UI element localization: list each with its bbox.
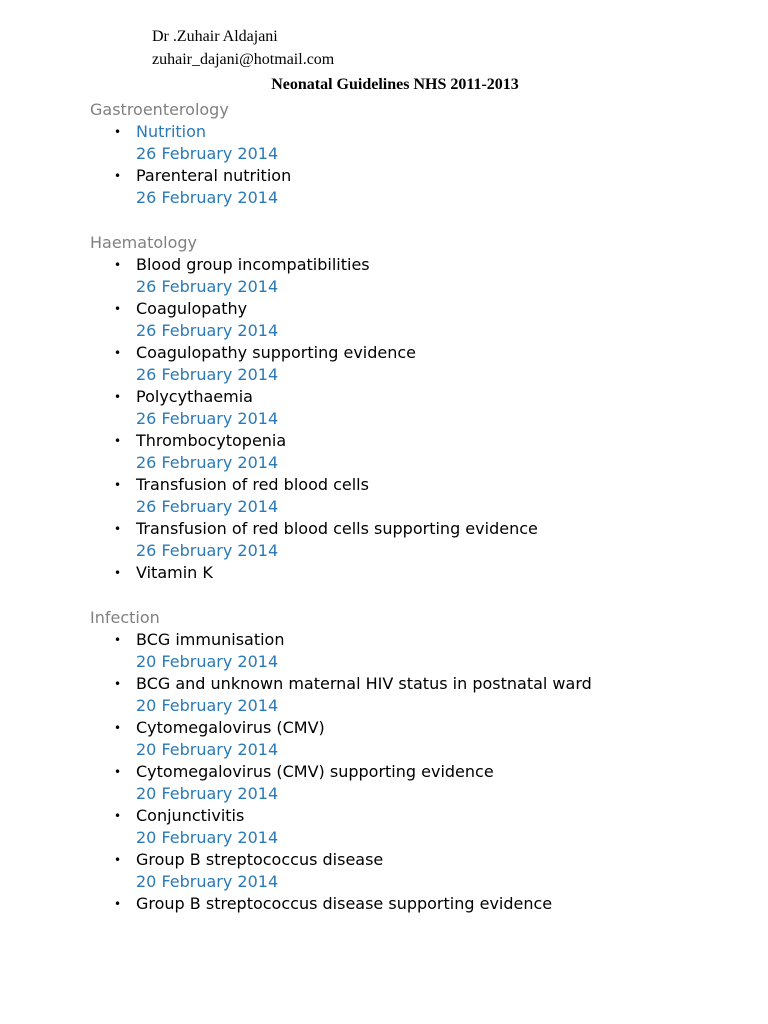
section-infection [0, 607, 768, 915]
bullet-icon: • [114, 853, 122, 867]
guideline-list [0, 254, 768, 584]
list-item [0, 121, 768, 165]
bullet-icon: • [114, 302, 122, 316]
bullet-icon: • [114, 765, 122, 779]
bullet-icon: • [114, 633, 122, 647]
guideline-link[interactable]: Nutrition [136, 122, 207, 141]
guideline-date: 26 February 2014 [136, 321, 279, 340]
guideline-title[interactable]: Thrombocytopenia [136, 431, 287, 450]
guideline-title[interactable]: Polycythaemia [136, 387, 253, 406]
list-item [0, 849, 768, 893]
guideline-date: 20 February 2014 [136, 784, 279, 803]
guideline-date: 26 February 2014 [136, 541, 279, 560]
guideline-sections [0, 99, 768, 915]
list-item [0, 805, 768, 849]
guideline-date: 26 February 2014 [136, 497, 279, 516]
list-item [0, 254, 768, 298]
list-item [0, 761, 768, 805]
section-spacer [0, 209, 768, 232]
guideline-title[interactable]: Cytomegalovirus (CMV) supporting evidence [136, 762, 494, 781]
guideline-date: 20 February 2014 [136, 652, 279, 671]
guideline-title[interactable]: Group B streptococcus disease supporting evidence [136, 894, 553, 913]
bullet-icon: • [114, 169, 122, 183]
list-item [0, 474, 768, 518]
bullet-icon: • [114, 434, 122, 448]
guideline-title[interactable]: BCG and unknown maternal HIV status in postnatal ward [136, 674, 592, 693]
guideline-title[interactable]: Coagulopathy supporting evidence [136, 343, 417, 362]
guideline-title[interactable]: Blood group incompatibilities [136, 255, 370, 274]
guideline-date: 26 February 2014 [136, 365, 279, 384]
list-item [0, 298, 768, 342]
bullet-icon: • [114, 897, 122, 911]
author-name: Dr .Zuhair Aldajani [152, 28, 278, 45]
guideline-title[interactable]: Transfusion of red blood cells [136, 475, 369, 494]
list-item [0, 893, 768, 915]
section-spacer [0, 584, 768, 607]
list-item [0, 165, 768, 209]
section-heading: Haematology [90, 233, 197, 252]
section-heading: Gastroenterology [90, 100, 229, 119]
guideline-date: 26 February 2014 [136, 409, 279, 428]
guideline-date: 20 February 2014 [136, 740, 279, 759]
section-haematology [0, 232, 768, 584]
guideline-title[interactable]: Transfusion of red blood cells supporting evidence [136, 519, 538, 538]
guideline-date: 20 February 2014 [136, 696, 279, 715]
document-title: Neonatal Guidelines NHS 2011-2013 [271, 76, 519, 93]
list-item [0, 673, 768, 717]
bullet-icon: • [114, 390, 122, 404]
bullet-icon: • [114, 522, 122, 536]
list-item [0, 518, 768, 562]
guideline-date: 20 February 2014 [136, 872, 279, 891]
guideline-date: 26 February 2014 [136, 277, 279, 296]
bullet-icon: • [114, 346, 122, 360]
guideline-date: 20 February 2014 [136, 828, 279, 847]
guideline-title[interactable]: BCG immunisation [136, 630, 285, 649]
bullet-icon: • [114, 677, 122, 691]
section-gastroenterology [0, 99, 768, 209]
guideline-list [0, 121, 768, 209]
bullet-icon: • [114, 809, 122, 823]
guideline-title[interactable]: Coagulopathy [136, 299, 248, 318]
guideline-date: 26 February 2014 [136, 144, 279, 163]
list-item [0, 562, 768, 584]
list-item [0, 629, 768, 673]
guideline-title[interactable]: Vitamin K [136, 563, 213, 582]
bullet-icon: • [114, 721, 122, 735]
guideline-list [0, 629, 768, 915]
section-heading: Infection [90, 608, 160, 627]
list-item [0, 430, 768, 474]
bullet-icon: • [114, 125, 122, 139]
guideline-title[interactable]: Group B streptococcus disease [136, 850, 384, 869]
list-item [0, 717, 768, 761]
guideline-title[interactable]: Conjunctivitis [136, 806, 245, 825]
guideline-title[interactable]: Cytomegalovirus (CMV) [136, 718, 325, 737]
author-email: zuhair_dajani@hotmail.com [152, 51, 335, 68]
list-item [0, 386, 768, 430]
bullet-icon: • [114, 258, 122, 272]
guideline-date: 26 February 2014 [136, 453, 279, 472]
bullet-icon: • [114, 478, 122, 492]
guideline-title[interactable]: Parenteral nutrition [136, 166, 292, 185]
list-item [0, 342, 768, 386]
bullet-icon: • [114, 566, 122, 580]
guideline-date: 26 February 2014 [136, 188, 279, 207]
